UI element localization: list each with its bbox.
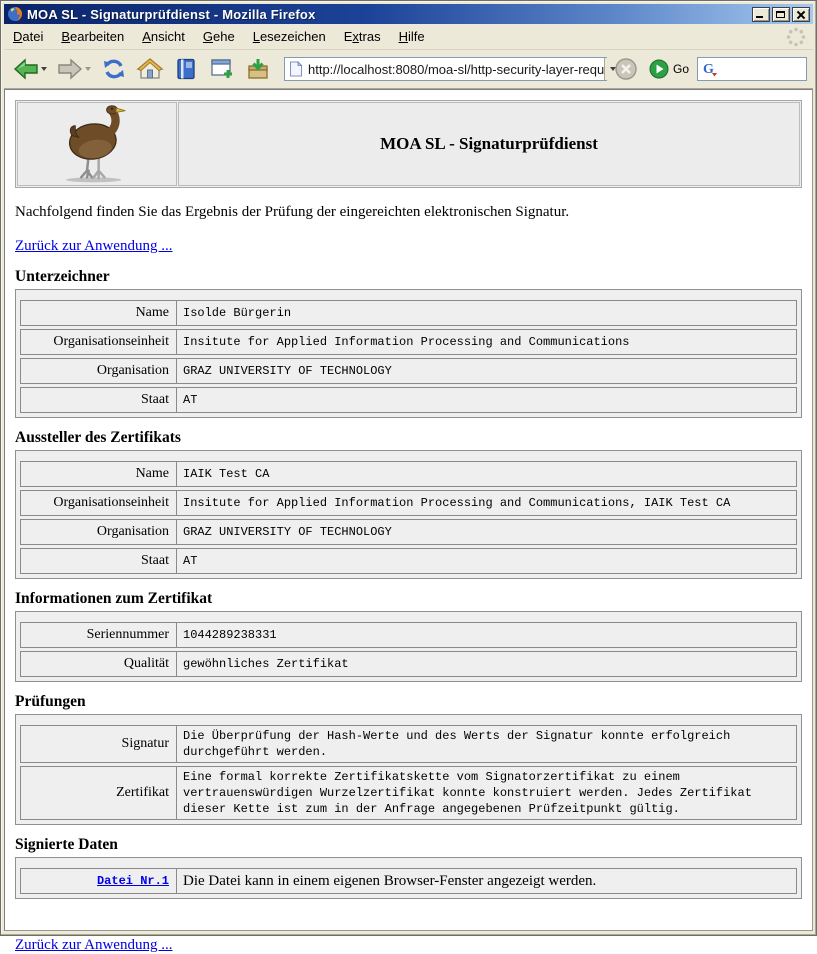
forward-icon [57, 57, 83, 81]
table-pruefungen [15, 714, 802, 825]
row-label: Organisation [21, 520, 177, 544]
table-unterzeichner [15, 289, 802, 418]
go-button[interactable] [645, 59, 693, 79]
table-row [20, 725, 797, 763]
go-icon [649, 59, 669, 79]
table-row [20, 461, 797, 487]
section-heading-aussteller: Aussteller des Zertifikats [15, 429, 181, 446]
reload-icon [101, 57, 127, 81]
menu-bar [4, 24, 813, 50]
row-label: Staat [21, 549, 177, 573]
back-dropdown-caret[interactable] [41, 67, 47, 71]
svg-text:G: G [703, 62, 714, 77]
search-box[interactable] [697, 57, 807, 81]
menu-ansicht[interactable]: Ansicht [142, 29, 185, 44]
table-row [20, 358, 797, 384]
datei-nr1-link[interactable]: Datei Nr.1 [96, 874, 169, 888]
maximize-icon [776, 11, 785, 18]
stop-icon [614, 57, 638, 81]
row-value: GRAZ UNIVERSITY OF TECHNOLOGY [183, 364, 392, 378]
menu-extras[interactable]: Extras [343, 29, 381, 44]
close-button[interactable] [792, 7, 810, 22]
back-button[interactable] [10, 54, 50, 84]
table-row [20, 300, 797, 326]
menu-gehe[interactable]: Gehe [202, 29, 235, 44]
intro-text: Nachfolgend finden Sie das Ergebnis der Prüfung der eingereichten elektronischen Signatur. [15, 204, 570, 220]
row-value: Die Datei kann in einem eigenen Browser-Fenster angezeigt werden. [183, 873, 597, 889]
page-title: MOA SL - Signaturprüfdienst [178, 102, 800, 186]
page-icon [289, 61, 303, 77]
menu-hilfe[interactable]: Hilfe [398, 29, 425, 44]
row-value: Die Überprüfung der Hash-Werte und des Werts der Signatur konnte erfolgreich durchgeführt werden. [183, 729, 731, 759]
section-heading-signierte-daten: Signierte Daten [15, 836, 118, 853]
table-row [20, 329, 797, 355]
table-row [20, 387, 797, 413]
row-label: Name [21, 301, 177, 325]
new-window-icon [209, 57, 235, 81]
section-heading-zertifikat-info: Informationen zum Zertifikat [15, 590, 213, 607]
download-button[interactable] [242, 54, 274, 84]
home-icon [137, 57, 163, 81]
title-bar [4, 4, 813, 24]
moa-bird-logo [51, 104, 143, 184]
url-input[interactable]: http://localhost:8080/moa-sl/http-security-layer-requ [308, 61, 605, 77]
download-icon [245, 57, 271, 81]
minimize-icon [756, 16, 763, 18]
row-value: Insitute for Applied Information Processing and Communications [183, 335, 630, 349]
back-to-application-link-top[interactable]: Zurück zur Anwendung ... [15, 238, 173, 254]
section-heading-unterzeichner: Unterzeichner [15, 268, 110, 285]
logo-cell [17, 102, 177, 186]
back-to-application-link-bottom[interactable]: Zurück zur Anwendung ... [15, 937, 173, 953]
bookmarks-button[interactable] [170, 54, 202, 84]
row-value: gewöhnliches Zertifikat [183, 657, 349, 671]
table-row [20, 766, 797, 820]
row-value: Insitute for Applied Information Processing and Communications, IAIK Test CA [183, 496, 731, 510]
maximize-button[interactable] [772, 7, 790, 22]
row-value: GRAZ UNIVERSITY OF TECHNOLOGY [183, 525, 392, 539]
minimize-button[interactable] [752, 7, 770, 22]
row-label: Zertifikat [21, 767, 177, 819]
new-window-button[interactable] [206, 54, 238, 84]
menu-bearbeiten[interactable]: Bearbeiten [61, 29, 125, 44]
table-row [20, 490, 797, 516]
table-aussteller [15, 450, 802, 579]
back-icon [13, 57, 39, 81]
forward-dropdown-caret[interactable] [85, 67, 91, 71]
table-row [20, 651, 797, 677]
reload-button[interactable] [98, 54, 130, 84]
row-label: Signatur [21, 726, 177, 762]
row-value: Isolde Bürgerin [183, 306, 292, 320]
row-value: AT [183, 393, 198, 407]
page-content [4, 89, 813, 953]
firefox-icon [7, 6, 23, 22]
stop-button[interactable] [611, 54, 641, 84]
table-zertifikat-info [15, 611, 802, 682]
row-value: 1044289238331 [183, 628, 277, 642]
row-value: AT [183, 554, 198, 568]
table-signierte-daten [15, 857, 802, 899]
google-g-icon [702, 60, 718, 78]
row-label: Organisationseinheit [21, 330, 177, 354]
page-header [15, 100, 802, 188]
row-value: Eine formal korrekte Zertifikatskette vom Signatorzertifikat zu einem vertrauenswürdigen Wurzelzertifikat konnte konstruiert werden. Jedes Zertifikat dieser Kette ist zum in der Anfrage angegebenen Prüfzeitpunkt gültig. [183, 770, 752, 816]
forward-button[interactable] [54, 54, 94, 84]
table-row [20, 868, 797, 894]
throbber-icon [785, 26, 807, 48]
url-bar[interactable] [284, 57, 607, 81]
row-label: Name [21, 462, 177, 486]
table-row [20, 548, 797, 574]
window-title: MOA SL - Signaturprüfdienst - Mozilla Firefox [27, 6, 316, 22]
table-row [20, 622, 797, 648]
navigation-toolbar [4, 50, 813, 89]
menu-lesezeichen[interactable]: Lesezeichen [252, 29, 326, 44]
go-label: Go [672, 62, 689, 76]
row-label: Qualität [21, 652, 177, 676]
table-row [20, 519, 797, 545]
row-label [21, 869, 177, 893]
row-label: Staat [21, 388, 177, 412]
row-label: Organisation [21, 359, 177, 383]
home-button[interactable] [134, 54, 166, 84]
row-label: Seriennummer [21, 623, 177, 647]
bookmarks-icon [173, 57, 199, 81]
row-label: Organisationseinheit [21, 491, 177, 515]
row-value: IAIK Test CA [183, 467, 270, 481]
section-heading-pruefungen: Prüfungen [15, 693, 86, 710]
menu-datei[interactable]: Datei [13, 29, 44, 44]
